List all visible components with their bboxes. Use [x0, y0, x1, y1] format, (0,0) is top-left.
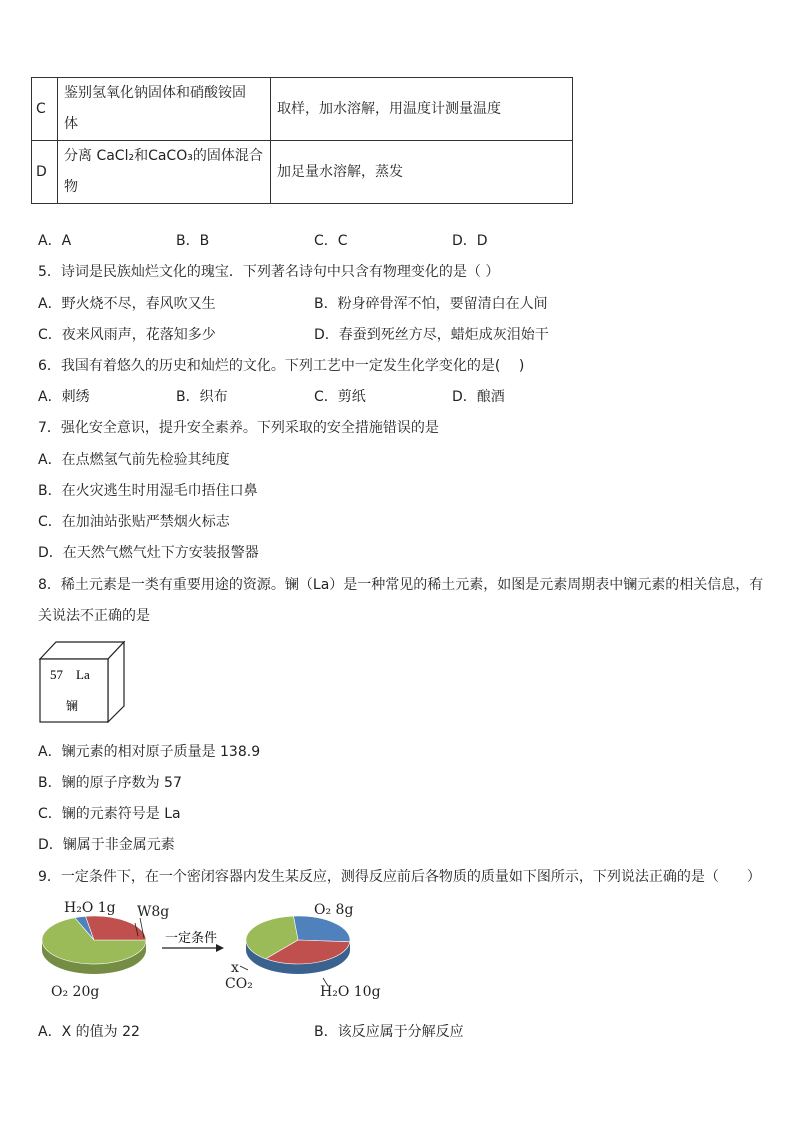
q5-option-c: C．夜来风雨声，花落知多少 — [38, 327, 216, 343]
element-number: 57 — [50, 667, 63, 682]
element-symbol: La — [76, 667, 90, 682]
q9-option-a: A．X 的值为 22 — [38, 1024, 140, 1040]
q8-stem-line2: 关说法不正确的是 — [38, 608, 150, 624]
row-letter: D — [32, 141, 58, 204]
q6-option-b: B．织布 — [176, 389, 228, 405]
q9-option-b: B．该反应属于分解反应 — [314, 1024, 464, 1040]
q5-option-a: A．野火烧不尽，春风吹又生 — [38, 296, 216, 312]
row-task-line2: 物 — [64, 179, 78, 195]
label-co2-after: CO₂ — [225, 976, 253, 992]
q6-stem: 6．我国有着悠久的历史和灿烂的文化。下列工艺中一定发生化学变化的是( ) — [38, 358, 525, 374]
pie-before — [42, 916, 146, 974]
q8-option-b: B．镧的原子序数为 57 — [38, 775, 182, 791]
element-card — [38, 639, 126, 723]
q6-option-a: A．刺绣 — [38, 389, 90, 405]
row-task-line1: 鉴别氢氧化钠固体和硝酸铵固 — [64, 85, 246, 101]
q9-stem: 9．一定条件下，在一个密闭容器内发生某反应，测得反应前后各物质的质量如下图所示，下列说法正确的是（ ） — [38, 869, 761, 885]
q6-option-d: D．酿酒 — [452, 389, 505, 405]
q4-option-b: B．B — [176, 233, 210, 249]
q6-option-c: C．剪纸 — [314, 389, 366, 405]
table-row — [32, 141, 573, 204]
q7-option-c: C．在加油站张贴严禁烟火标志 — [38, 514, 230, 530]
label-h2o-before: H₂O 1g — [64, 900, 116, 916]
q7-option-b: B．在火灾逃生时用湿毛巾捂住口鼻 — [38, 483, 258, 499]
q8-stem-line1: 8．稀土元素是一类有重要用途的资源。镧（La）是一种常见的稀土元素，如图是元素周期表中镧元素的相关信息，有 — [38, 577, 764, 593]
q7-option-d: D．在天然气燃气灶下方安装报警器 — [38, 545, 259, 561]
q8-option-d: D．镧属于非金属元素 — [38, 837, 175, 853]
q5-option-b: B．粉身碎骨浑不怕，要留清白在人间 — [314, 296, 548, 312]
label-o2-after: O₂ 8g — [314, 902, 354, 918]
options-table — [31, 77, 573, 204]
q8-option-a: A．镧元素的相对原子质量是 138.9 — [38, 744, 261, 760]
row-letter: C — [32, 78, 58, 141]
element-name: 镧 — [66, 699, 79, 713]
row-task — [58, 141, 271, 204]
leader-co2-after — [240, 966, 248, 970]
q7-option-a: A．在点燃氢气前先检验其纯度 — [38, 452, 230, 468]
row-task — [58, 78, 271, 141]
pie-after — [246, 916, 350, 974]
q4-option-a: A．A — [38, 233, 72, 249]
q4-option-d: D．D — [452, 233, 488, 249]
row-method: 取样，加水溶解，用温度计测量温度 — [271, 78, 573, 141]
label-w-before: W8g — [137, 904, 170, 920]
row-task-line1: 分离 CaCl₂和CaCO₃的固体混合 — [64, 148, 263, 164]
q7-stem: 7．强化安全意识，提升安全素养。下列采取的安全措施错误的是 — [38, 420, 439, 436]
q4-option-c: C．C — [314, 233, 348, 249]
label-x-after: x — [231, 960, 239, 976]
label-h2o-after: H₂O 10g — [320, 984, 381, 1000]
reaction-arrowhead — [216, 944, 224, 952]
q5-option-d: D．春蚕到死丝方尽，蜡炬成灰泪始干 — [314, 327, 549, 343]
row-task-line2: 体 — [64, 116, 78, 132]
table-row — [32, 78, 573, 141]
label-o2-before: O₂ 20g — [51, 984, 100, 1000]
pie-slice-o2 — [293, 916, 350, 942]
q5-stem: 5．诗词是民族灿烂文化的瑰宝．下列著名诗句中只含有物理变化的是（ ） — [38, 264, 500, 280]
row-method: 加足量水溶解，蒸发 — [271, 141, 573, 204]
q8-option-c: C．镧的元素符号是 La — [38, 806, 181, 822]
arrow-label: 一定条件 — [165, 931, 218, 946]
